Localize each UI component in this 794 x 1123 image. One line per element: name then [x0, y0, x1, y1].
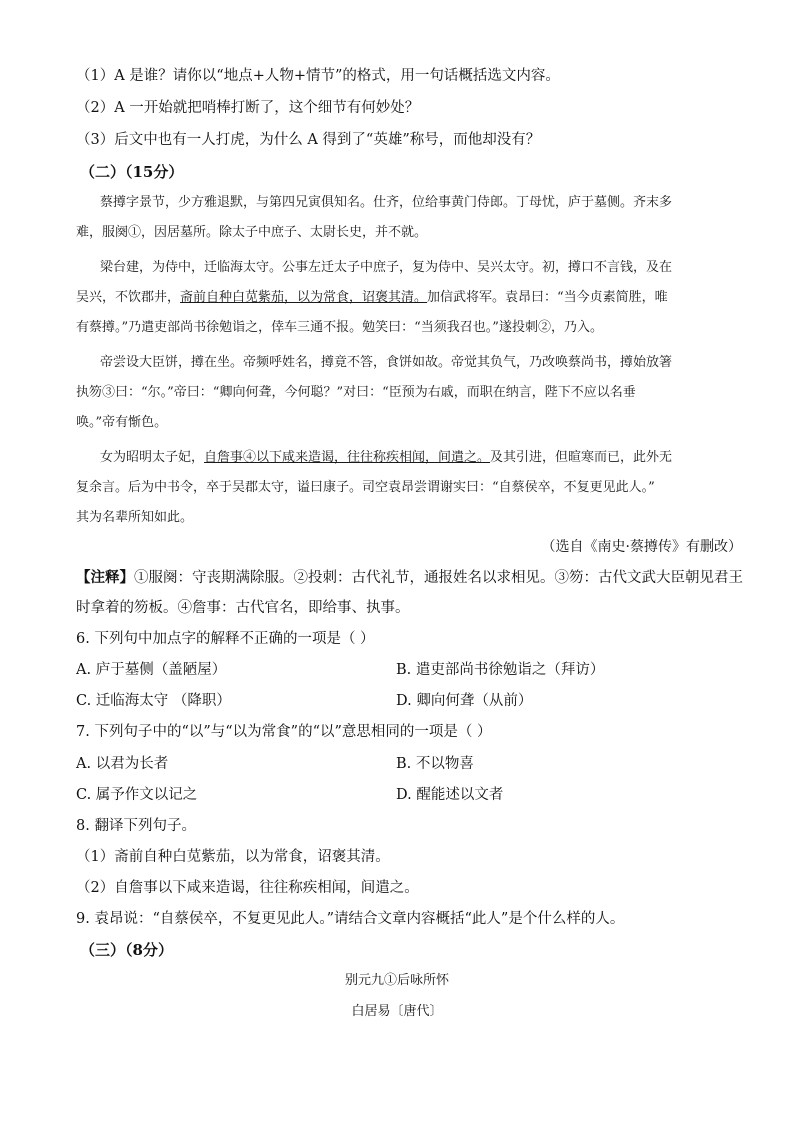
- question-6-option-a: A. 庐于墓侧（盖陋屋）: [76, 662, 227, 678]
- passage-p3-line2: 执笏③曰：“尔。”帝曰：“卿向何聋，今何聪？”对曰：“臣预为右戚，而职在纳言，陛下不应以名垂: [76, 385, 636, 400]
- section-3-title: （三）（8分）: [80, 941, 173, 959]
- question-6-option-b: B. 遣吏部尚书徐勉诣之（拜访）: [396, 662, 605, 678]
- poem-author: 白居易〔唐代〕: [351, 1004, 443, 1019]
- notes-line1: [76, 568, 743, 588]
- notes-line2: 时拿着的笏板。④詹事：古代官名，即给事、执事。: [76, 600, 410, 616]
- passage-underlined-sentence-1: 斋前自种白苋紫茄，以为常食，诏褒其清。: [180, 290, 428, 305]
- passage-p4-line1-b: 及其引进，但暄寒而已，此外无: [490, 450, 673, 465]
- question-8-sentence-1: （1）斋前自种白苋紫茄，以为常食，诏褒其清。: [76, 849, 390, 865]
- passage-p2-line2: [76, 288, 668, 308]
- question-7-option-d: D. 醒能述以文者: [396, 787, 504, 803]
- passage-p2-line3: 有蔡撙。”乃遣吏部尚书徐勉诣之，倖车三通不报。勉笑曰：“当须我召也。”遂投刺②，乃入。: [76, 320, 603, 335]
- passage-p4-line3: 其为名辈所知如此。: [76, 510, 194, 525]
- passage-p3-line1: 帝尝设大臣饼，撙在坐。帝频呼姓名，撙竟不答，食饼如故。帝觉其负气，乃改唤蔡尚书，撙始放箸: [100, 355, 673, 370]
- question-6-option-d: D. 卿向何聋（从前）: [396, 693, 533, 709]
- notes-label: 【注释】: [76, 569, 134, 586]
- question-8-stem: 8. 翻译下列句子。: [76, 818, 196, 834]
- question-9-stem: 9. 袁昂说：“自蔡侯卒，不复更见此人。”请结合文章内容概括“此人”是个什么样的人。: [76, 911, 625, 927]
- question-7-option-a: A. 以君为长者: [76, 756, 169, 772]
- passage-source: （选自《南史·蔡撙传》有删改）: [541, 539, 742, 555]
- question-top-3: （3）后文中也有一人打虎，为什么 A 得到了“英雄”称号，而他却没有？: [76, 132, 541, 148]
- notes-text-1: ①服阕：守丧期满除服。②投刺：古代礼节，通报姓名以求相见。③笏：古代文武大臣朝见君王: [134, 570, 743, 586]
- question-6-stem: 6. 下列句中加点字的解释不正确的一项是（ ）: [76, 631, 375, 647]
- section-2-title: （二）（15分）: [80, 163, 184, 181]
- passage-p4-line2: 复余言。后为中书令，卒于吴郡太守，谥曰康子。司空袁昂尝谓谢实曰：“自蔡侯卒，不复更见此人。”: [76, 480, 655, 495]
- passage-p2-line2-b: 加信武将军。袁昂曰：“当今贞素简胜，唯: [427, 290, 668, 305]
- question-8-sentence-2: （2）自詹事以下咸来造谒，往往称疾相闻，间遣之。: [76, 880, 419, 896]
- passage-p4-line1: [100, 448, 672, 468]
- question-6-option-c: C. 迁临海太守 （降职）: [76, 693, 231, 709]
- passage-p2-line2-a: 吴兴，不饮郡井，: [76, 290, 181, 305]
- poem-title: 别元九①后咏所怀: [344, 973, 449, 988]
- question-top-2: （2）A 一开始就把哨棒打断了，这个细节有何妙处？: [76, 100, 420, 116]
- passage-p1-line1: 蔡撙字景节，少方雅退默，与第四兄寅俱知名。仕齐，位给事黄门侍郎。丁母忧，庐于墓侧。齐末多: [100, 195, 673, 210]
- passage-p3-line3: 唤。”帝有惭色。: [76, 415, 168, 430]
- question-top-1: （1）A 是谁？请你以“地点+人物+情节”的格式，用一句话概括选文内容。: [76, 68, 560, 84]
- passage-p4-line1-a: 女为昭明太子妃，: [100, 450, 205, 465]
- question-7-option-c: C. 属予作文以记之: [76, 787, 198, 803]
- passage-underlined-sentence-2: 自詹事④以下咸来造谒，往往称疾相闻，间遣之。: [204, 450, 491, 465]
- passage-p2-line1: 梁台建，为侍中，迁临海太守。公事左迁太子中庶子，复为侍中、吴兴太守。初，撙口不言钱，及在: [100, 260, 673, 275]
- question-7-option-b: B. 不以物喜: [396, 756, 474, 772]
- question-7-stem: 7. 下列句子中的“以”与“以为常食”的“以”意思相同的一项是（ ）: [76, 724, 492, 740]
- passage-p1-line2: 难，服阕①，因居墓所。除太子中庶子、太尉长史，并不就。: [76, 225, 428, 240]
